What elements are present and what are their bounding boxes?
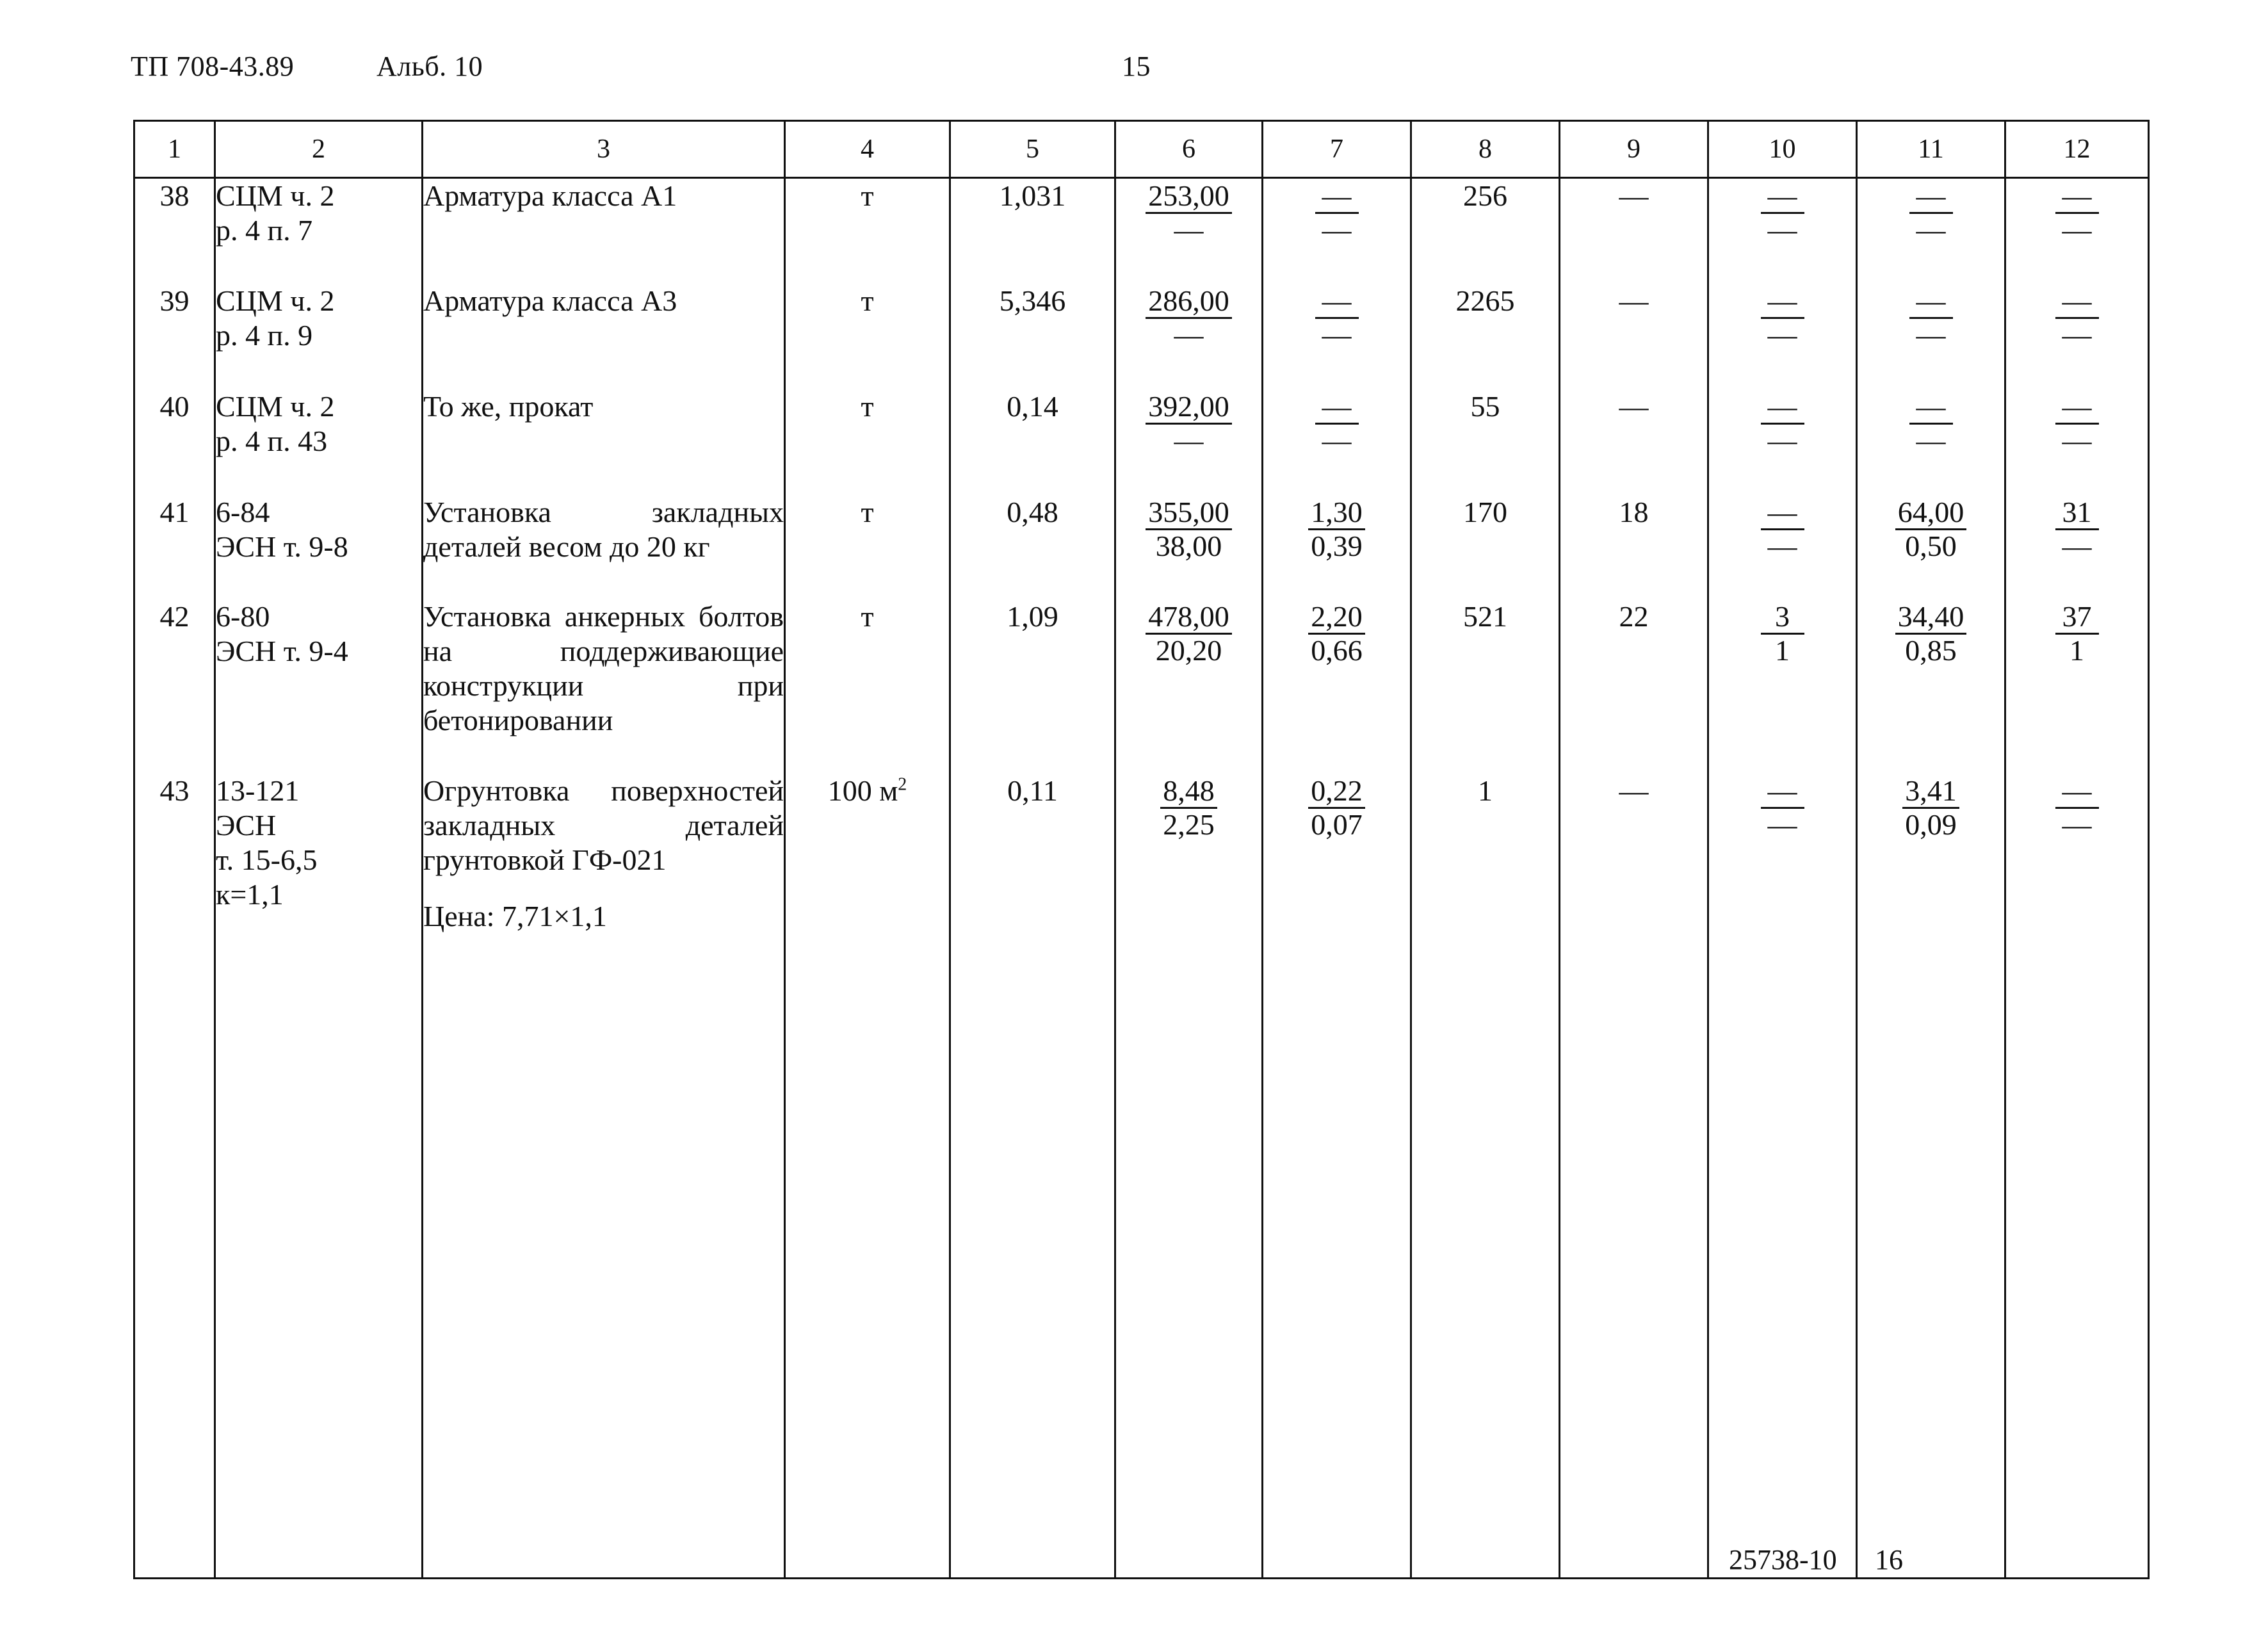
fraction-numerator: 34,40 [1895, 601, 1967, 635]
col-header: 1 [134, 121, 215, 178]
fraction-denominator: — [2062, 529, 2092, 562]
fraction-numerator: — [1909, 285, 1953, 319]
unit-text: т [861, 599, 874, 633]
fraction-denominator: — [2062, 318, 2092, 351]
col10-cell [1708, 389, 1857, 495]
col10-cell [1708, 178, 1857, 284]
fraction-numerator: 0,22 [1308, 775, 1365, 809]
norm-code-line: ЭСН [216, 808, 277, 841]
fraction-denominator: — [1322, 213, 1352, 246]
col11-cell [1857, 389, 2005, 495]
quantity: 0,11 [950, 774, 1115, 1579]
fraction-numerator: — [1761, 496, 1804, 530]
doc-code: ТП 708-43.89 [131, 51, 295, 82]
row-number: 38 [134, 178, 215, 284]
fraction-numerator: 392,00 [1146, 391, 1232, 425]
col9-cell: — [1560, 774, 1708, 1579]
col6-cell [1115, 389, 1263, 495]
fraction-value [1146, 496, 1232, 562]
col6-cell [1115, 495, 1263, 599]
unit-cell [785, 599, 950, 774]
fraction-denominator: — [2062, 808, 2092, 841]
col9-cell: — [1560, 178, 1708, 284]
unit-text: т [861, 179, 874, 212]
fraction-numerator: 8,48 [1160, 775, 1217, 809]
quantity: 1,09 [950, 599, 1115, 774]
col8-cell: 521 [1411, 599, 1560, 774]
norm-code [215, 774, 423, 1579]
work-name [423, 774, 785, 1579]
fraction-numerator: — [1909, 391, 1953, 425]
row-number: 43 [134, 774, 215, 1579]
col-header: 11 [1857, 121, 2005, 178]
table-row [134, 389, 2149, 495]
fraction-value [2055, 601, 2099, 667]
fraction-denominator: — [1322, 423, 1352, 457]
col8-cell: 2265 [1411, 284, 1560, 389]
col6-cell [1115, 599, 1263, 774]
col12-cell [2005, 495, 2149, 599]
col8-cell: 1 [1411, 774, 1560, 1579]
fraction-numerator: 286,00 [1146, 285, 1232, 319]
fraction-numerator: 253,00 [1146, 180, 1232, 214]
col7-cell [1263, 178, 1411, 284]
quantity: 1,031 [950, 178, 1115, 284]
fraction-value [1909, 180, 1953, 246]
col10-cell [1708, 774, 1857, 1579]
col-header: 5 [950, 121, 1115, 178]
fraction-denominator: 0,50 [1905, 529, 1957, 562]
unit-cell [785, 495, 950, 599]
col-header: 4 [785, 121, 950, 178]
col8-cell: 256 [1411, 178, 1560, 284]
quantity: 0,48 [950, 495, 1115, 599]
fraction-value [2055, 180, 2099, 246]
fraction-value [1315, 180, 1359, 246]
fraction-denominator: — [1322, 318, 1352, 351]
norm-code [215, 599, 423, 774]
unit-cell [785, 389, 950, 495]
estimate-table [133, 120, 2150, 1579]
price-note: Цена: 7,71×1,1 [423, 899, 607, 932]
fraction-numerator: 478,00 [1146, 601, 1232, 635]
fraction-numerator: — [1315, 285, 1359, 319]
album-label: Альб. 10 [377, 51, 483, 82]
fraction-denominator: — [1174, 318, 1204, 351]
fraction-denominator: 0,85 [1905, 633, 1957, 667]
col9-cell: — [1560, 284, 1708, 389]
fraction-value [2055, 285, 2099, 351]
fraction-denominator: — [2062, 423, 2092, 457]
fraction-denominator: 2,25 [1163, 808, 1215, 841]
col6-cell [1115, 284, 1263, 389]
fraction-denominator: 1 [1775, 633, 1790, 667]
quantity: 0,14 [950, 389, 1115, 495]
fraction-numerator: — [2055, 180, 2099, 214]
fraction-value [1146, 601, 1232, 667]
norm-code-line: СЦМ ч. 2 [216, 389, 335, 423]
unit-cell [785, 774, 950, 1579]
fraction-numerator: 355,00 [1146, 496, 1232, 530]
col11-cell [1857, 495, 2005, 599]
fraction-value [1909, 391, 1953, 457]
fraction-denominator: 0,07 [1311, 808, 1363, 841]
col11-cell [1857, 284, 2005, 389]
col11-cell [1857, 599, 2005, 774]
col11-cell [1857, 178, 2005, 284]
fraction-value [1895, 601, 1967, 667]
fraction-value [1761, 496, 1804, 562]
work-name-text: Арматура класса А3 [423, 284, 677, 317]
fraction-value [1315, 285, 1359, 351]
fraction-value [1902, 775, 1959, 841]
norm-code [215, 389, 423, 495]
fraction-value [1308, 496, 1365, 562]
unit-cell [785, 178, 950, 284]
work-name [423, 284, 785, 389]
fraction-numerator: — [1761, 391, 1804, 425]
unit-text: 100 м [827, 774, 898, 807]
fraction-value [1160, 775, 1217, 841]
col7-cell [1263, 284, 1411, 389]
col8-cell: 55 [1411, 389, 1560, 495]
col-header: 6 [1115, 121, 1263, 178]
work-name [423, 599, 785, 774]
work-name [423, 178, 785, 284]
quantity: 5,346 [950, 284, 1115, 389]
norm-code [215, 495, 423, 599]
fraction-numerator: 1,30 [1308, 496, 1365, 530]
fraction-denominator: 20,20 [1155, 633, 1222, 667]
fraction-numerator: — [2055, 391, 2099, 425]
col12-cell [2005, 599, 2149, 774]
page-number: 15 [1122, 51, 1151, 82]
col7-cell [1263, 389, 1411, 495]
row-number: 39 [134, 284, 215, 389]
fraction-numerator: — [1761, 285, 1804, 319]
col-header: 7 [1263, 121, 1411, 178]
col-header: 10 [1708, 121, 1857, 178]
col7-cell [1263, 599, 1411, 774]
norm-code-line: СЦМ ч. 2 [216, 284, 335, 317]
col-header: 3 [423, 121, 785, 178]
fraction-value [1761, 285, 1804, 351]
fraction-denominator: — [2062, 213, 2092, 246]
col6-cell [1115, 774, 1263, 1579]
table-row [134, 284, 2149, 389]
work-name-text: Огрунтовка поверхностей закладных деталей грунтовкой ГФ-021 [423, 774, 784, 876]
col12-cell [2005, 178, 2149, 284]
col9-cell: — [1560, 389, 1708, 495]
unit-text: т [861, 284, 874, 317]
work-name-text: Установка анкерных болтов на поддерживающие конструкции при бетонировании [423, 599, 784, 736]
norm-code-line: ЭСН т. 9-4 [216, 634, 348, 667]
col12-cell [2005, 389, 2149, 495]
fraction-denominator: — [1767, 423, 1797, 457]
fraction-denominator: 0,09 [1905, 808, 1957, 841]
fraction-value [1895, 496, 1967, 562]
fraction-numerator: 31 [2055, 496, 2099, 530]
col12-cell [2005, 284, 2149, 389]
work-name [423, 495, 785, 599]
col9-cell: 18 [1560, 495, 1708, 599]
fraction-denominator: 0,66 [1311, 633, 1363, 667]
norm-code [215, 284, 423, 389]
table-row [134, 495, 2149, 599]
work-name-text: Установка закладных деталей весом до 20 кг [423, 495, 784, 563]
col8-cell: 170 [1411, 495, 1560, 599]
col-header: 12 [2005, 121, 2149, 178]
col-header: 2 [215, 121, 423, 178]
col-header: 8 [1411, 121, 1560, 178]
norm-code-line: 13-121 [216, 774, 300, 807]
column-number-row [134, 121, 2149, 178]
col7-cell [1263, 774, 1411, 1579]
norm-code-line: р. 4 п. 7 [216, 214, 313, 247]
fraction-denominator: 0,39 [1311, 529, 1363, 562]
fraction-numerator: 3 [1761, 601, 1804, 635]
fraction-value [1315, 391, 1359, 457]
fraction-numerator: — [1761, 775, 1804, 809]
fraction-value [1761, 601, 1804, 667]
fraction-numerator: — [1315, 391, 1359, 425]
fraction-value [1761, 180, 1804, 246]
col12-cell [2005, 774, 2149, 1579]
norm-code-line: т. 15-6,5 [216, 843, 318, 876]
unit-superscript: 2 [898, 774, 907, 795]
norm-code-line: СЦМ ч. 2 [216, 179, 335, 212]
fraction-denominator: — [1916, 423, 1946, 457]
fraction-denominator: — [1174, 423, 1204, 457]
table-row [134, 599, 2149, 774]
row-number: 41 [134, 495, 215, 599]
fraction-value [1909, 285, 1953, 351]
norm-code-line: к=1,1 [216, 877, 284, 911]
fraction-value [1308, 601, 1365, 667]
fraction-denominator: — [1767, 808, 1797, 841]
norm-code-line: р. 4 п. 43 [216, 424, 328, 457]
fraction-value [2055, 775, 2099, 841]
col10-cell [1708, 284, 1857, 389]
norm-code-line: р. 4 п. 9 [216, 318, 313, 352]
unit-text: т [861, 389, 874, 423]
footer-doc-number: 25738-10 [1729, 1544, 1837, 1575]
fraction-denominator: — [1767, 213, 1797, 246]
fraction-denominator: 1 [2070, 633, 2084, 667]
col6-cell [1115, 178, 1263, 284]
col9-cell: 22 [1560, 599, 1708, 774]
fraction-denominator: — [1174, 213, 1204, 246]
fraction-numerator: 3,41 [1902, 775, 1959, 809]
col11-cell [1857, 774, 2005, 1579]
table-row [134, 774, 2149, 1579]
fraction-denominator: — [1767, 529, 1797, 562]
row-number: 42 [134, 599, 215, 774]
fraction-denominator: — [1767, 318, 1797, 351]
fraction-value [1761, 775, 1804, 841]
fraction-denominator: — [1916, 213, 1946, 246]
fraction-value [1146, 391, 1232, 457]
unit-cell [785, 284, 950, 389]
fraction-value [2055, 496, 2099, 562]
fraction-denominator: — [1916, 318, 1946, 351]
table-row [134, 178, 2149, 284]
col10-cell [1708, 599, 1857, 774]
norm-code-line: ЭСН т. 9-8 [216, 530, 348, 563]
fraction-value [1146, 285, 1232, 351]
work-name-text: Арматура класса А1 [423, 179, 677, 212]
fraction-value [2055, 391, 2099, 457]
fraction-value [1308, 775, 1365, 841]
norm-code-line: 6-80 [216, 599, 270, 633]
col10-cell [1708, 495, 1857, 599]
work-name [423, 389, 785, 495]
fraction-numerator: 37 [2055, 601, 2099, 635]
fraction-numerator: 2,20 [1308, 601, 1365, 635]
col7-cell [1263, 495, 1411, 599]
fraction-numerator: — [2055, 775, 2099, 809]
footer-page: 16 [1875, 1544, 1903, 1575]
fraction-value [1146, 180, 1232, 246]
unit-text: т [861, 495, 874, 528]
work-name-text: То же, прокат [423, 389, 594, 423]
fraction-numerator: — [1909, 180, 1953, 214]
col-header: 9 [1560, 121, 1708, 178]
fraction-value [1761, 391, 1804, 457]
fraction-numerator: — [1315, 180, 1359, 214]
fraction-numerator: — [1761, 180, 1804, 214]
row-number: 40 [134, 389, 215, 495]
fraction-denominator: 38,00 [1155, 529, 1222, 562]
norm-code [215, 178, 423, 284]
fraction-numerator: 64,00 [1895, 496, 1967, 530]
norm-code-line: 6-84 [216, 495, 270, 528]
fraction-numerator: — [2055, 285, 2099, 319]
